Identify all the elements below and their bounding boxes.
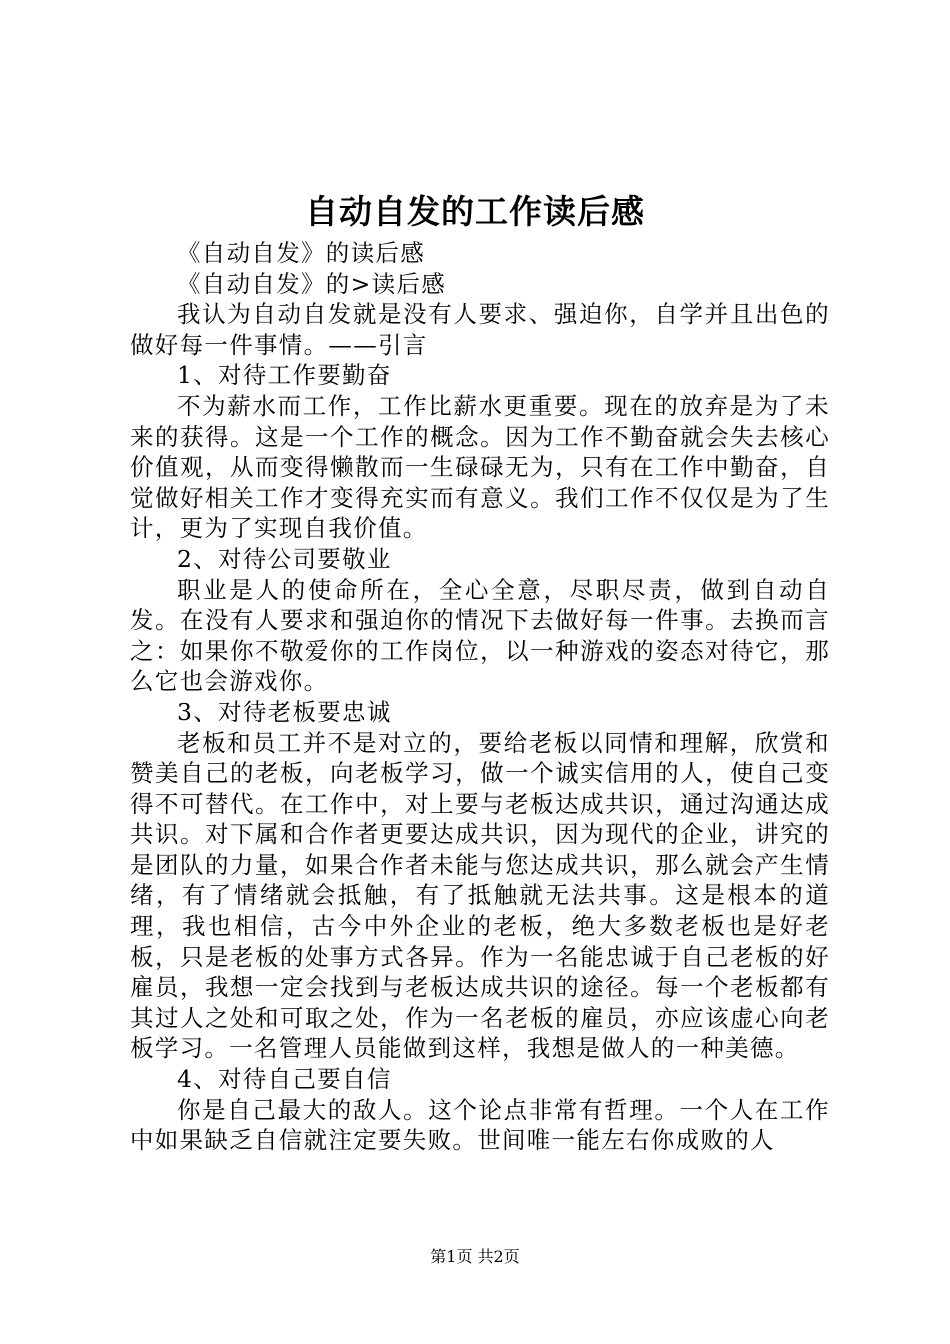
paragraph: 老板和员工并不是对立的，要给老板以同情和理解，欣赏和赞美自己的老板，向老板学习，做一个诚实信用的人，使自己变得不可替代。在工作中，对上要与老板达成共识，通过沟通达成共识。对下属和合作者更要达成共识，因为现代的企业，讲究的是团队的力量，如果合作者未能与您达成共识，那么就会产生情绪，有了情绪就会抵触，有了抵触就无法共事。这是根本的道理，我也相信，古今中外企业的老板，绝大多数老板也是好老板，只是老板的处事方式各异。作为一名能忠诚于自己老板的好雇员，我想一定会找到与老板达成共识的途径。每一个老板都有其过人之处和可取之处，作为一名老板的雇员，亦应该虚心向老板学习。一名管理人员能做到这样，我想是做人的一种美德。 bbox=[130, 728, 830, 1063]
paragraph: 你是自己最大的敌人。这个论点非常有哲理。一个人在工作中如果缺乏自信就注定要失败。世间唯一能左右你成败的人 bbox=[130, 1095, 830, 1155]
paragraph: 我认为自动自发就是没有人要求、强迫你，自学并且出色的做好每一件事情。——引言 bbox=[130, 300, 830, 359]
section-heading: 2、对待公司要敬业 bbox=[177, 544, 392, 573]
document-body bbox=[130, 238, 830, 1156]
document-title: 自动自发的工作读后感 bbox=[305, 192, 645, 231]
paragraph: 《自动自发》的读后感 bbox=[177, 239, 425, 267]
paragraph: 不为薪水而工作，工作比薪水更重要。现在的放弃是为了未来的获得。这是一个工作的概念。因为工作不勤奋就会失去核心价值观，从而变得懒散而一生碌碌无为，只有在工作中勤奋，自觉做好相关工作才变得充实而有意义。我们工作不仅仅是为了生计，更为了实现自我价值。 bbox=[130, 391, 830, 543]
page-footer: 第1页 共2页 bbox=[430, 1247, 520, 1266]
section-heading: 3、对待老板要忠诚 bbox=[177, 697, 392, 726]
section-heading: 4、对待自己要自信 bbox=[177, 1065, 392, 1094]
section-heading: 1、对待工作要勤奋 bbox=[177, 361, 392, 390]
paragraph: 《自动自发》的>读后感 bbox=[177, 269, 446, 298]
paragraph: 职业是人的使命所在，全心全意，尽职尽责，做到自动自发。在没有人要求和强迫你的情况下去做好每一件事。去换而言之：如果你不敬爱你的工作岗位，以一种游戏的姿态对待它，那么它也会游戏你。 bbox=[130, 575, 830, 696]
